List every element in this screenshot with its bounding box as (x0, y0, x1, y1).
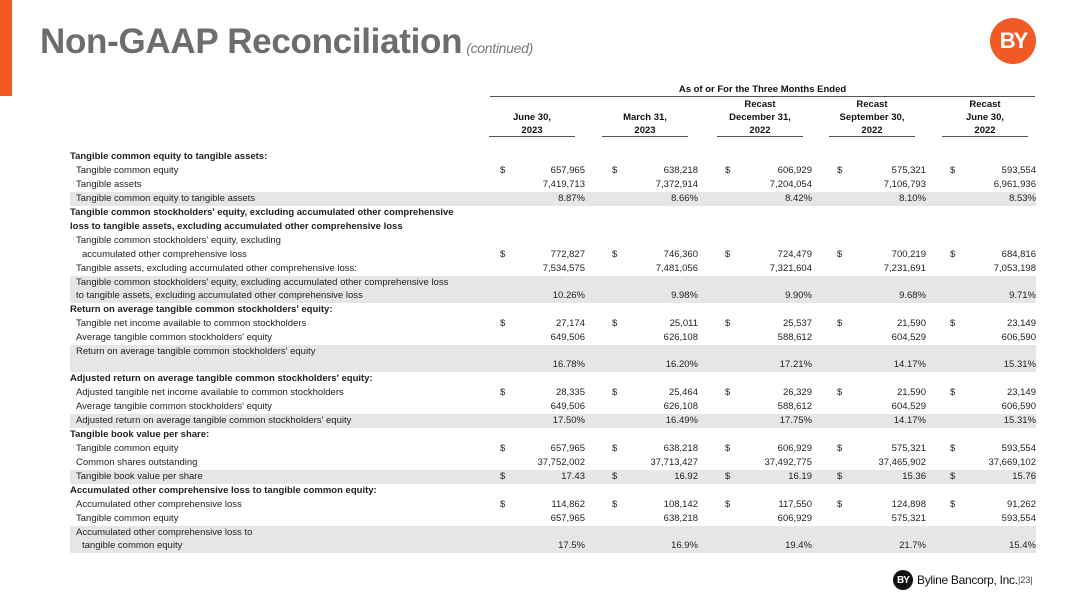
currency-symbol: $ (725, 387, 731, 398)
cell-value: 7,106,793 (883, 179, 926, 190)
row-label: Tangible assets, excluding accumulated other comprehensive loss: (76, 263, 357, 274)
cell-value: 604,529 (891, 332, 926, 343)
column-header-line2: December 31, (729, 112, 791, 123)
currency-symbol: $ (725, 249, 731, 260)
row-label: Return on average tangible common stockholders' equity: (70, 304, 333, 315)
table-row (70, 386, 1036, 400)
cell-value: 114,862 (551, 499, 585, 510)
cell-value: 37,669,102 (988, 457, 1036, 468)
cell-value: 7,419,713 (542, 179, 585, 190)
cell-value: 15.31% (1003, 415, 1036, 426)
cell-value: 772,827 (550, 249, 585, 260)
cell-value: 16.9% (671, 540, 698, 551)
currency-symbol: $ (612, 249, 618, 260)
row-label: Common shares outstanding (76, 457, 198, 468)
cell-value: 649,506 (550, 332, 585, 343)
row-label: Tangible common equity (76, 443, 179, 454)
column-header-line1: Recast (744, 99, 776, 110)
table-row (70, 498, 1036, 512)
currency-symbol: $ (950, 165, 956, 176)
column-header-line3: 2023 (521, 125, 543, 136)
row-label-line2: to tangible assets, excluding accumulated other comprehensive loss (76, 290, 363, 301)
cell-value: 8.66% (671, 193, 698, 204)
table-row (70, 276, 1036, 303)
cell-value: 37,752,002 (537, 457, 585, 468)
row-label: Adjusted return on average tangible common stockholders' equity (76, 415, 352, 426)
currency-symbol: $ (950, 387, 956, 398)
row-label: Average tangible common stockholders' equity (76, 332, 272, 343)
column-header-line2: September 30, (839, 112, 905, 123)
section-header (70, 428, 1036, 442)
table-row (70, 248, 1036, 262)
cell-value: 91,262 (1006, 499, 1036, 510)
cell-value: 606,929 (777, 513, 812, 524)
column-header (715, 98, 805, 137)
currency-symbol: $ (725, 499, 731, 510)
cell-value: 638,218 (663, 443, 698, 454)
cell-value: 8.87% (558, 193, 585, 204)
row-label: Adjusted tangible net income available to common stockholders (76, 387, 344, 398)
cell-value: 606,590 (1001, 401, 1036, 412)
cell-value: 21.7% (899, 540, 926, 551)
table-row (70, 234, 1036, 248)
currency-symbol: $ (500, 165, 506, 176)
byline-logo: BY (990, 18, 1036, 64)
page-subtitle: (continued) (466, 40, 533, 56)
column-header-line2: June 30, (512, 112, 552, 123)
cell-value: 16.92 (674, 471, 698, 482)
row-label: Tangible common equity to tangible assets: (70, 151, 268, 162)
currency-symbol: $ (950, 318, 956, 329)
row-label: Accumulated other comprehensive loss to (76, 527, 253, 538)
cell-value: 108,142 (663, 499, 698, 510)
cell-value: 117,550 (778, 499, 812, 510)
table-row (70, 470, 1036, 484)
cell-value: 638,218 (663, 165, 698, 176)
cell-value: 604,529 (891, 401, 926, 412)
cell-value: 17.75% (779, 415, 812, 426)
column-header (940, 98, 1030, 137)
cell-value: 17.43 (561, 471, 585, 482)
cell-value: 7,481,056 (655, 263, 698, 274)
cell-value: 8.53% (1009, 193, 1036, 204)
cell-value: 626,108 (663, 401, 698, 412)
section-header (70, 303, 1036, 317)
cell-value: 15.31% (1003, 359, 1036, 370)
row-label: Accumulated other comprehensive loss (76, 499, 242, 510)
currency-symbol: $ (612, 165, 618, 176)
table-row (70, 512, 1036, 526)
cell-value: 700,219 (891, 249, 926, 260)
currency-symbol: $ (950, 499, 956, 510)
cell-value: 28,335 (555, 387, 585, 398)
cell-value: 7,372,914 (655, 179, 698, 190)
currency-symbol: $ (837, 443, 843, 454)
row-label: Tangible net income available to common stockholders (76, 318, 307, 329)
column-header-line3: 2022 (749, 125, 771, 136)
column-header (487, 98, 577, 137)
cell-value: 10.26% (552, 290, 585, 301)
cell-value: 657,965 (550, 443, 585, 454)
column-header-underline (489, 136, 575, 137)
cell-value: 16.20% (665, 359, 698, 370)
cell-value: 588,612 (777, 401, 812, 412)
currency-symbol: $ (612, 318, 618, 329)
column-header (600, 98, 690, 137)
column-header (827, 98, 917, 137)
table-row (70, 192, 1036, 206)
section-header (70, 484, 1036, 498)
cell-value: 626,108 (663, 332, 698, 343)
cell-value: 638,218 (663, 513, 698, 524)
section-header (70, 372, 1036, 386)
row-label: accumulated other comprehensive loss (82, 249, 247, 260)
table-row (70, 456, 1036, 470)
cell-value: 7,534,575 (542, 263, 585, 274)
cell-value: 21,590 (896, 318, 926, 329)
currency-symbol: $ (500, 443, 506, 454)
currency-symbol: $ (500, 318, 506, 329)
cell-value: 25,464 (668, 387, 698, 398)
column-header-line3: 2022 (861, 125, 883, 136)
cell-value: 23,149 (1006, 387, 1036, 398)
row-label: Average tangible common stockholders' equity (76, 401, 272, 412)
table-row (70, 317, 1036, 331)
company-name: Byline Bancorp, Inc. (917, 573, 1018, 587)
cell-value: 9.71% (1009, 290, 1036, 301)
currency-symbol: $ (500, 499, 506, 510)
cell-value: 37,713,427 (650, 457, 698, 468)
cell-value: 606,590 (1001, 332, 1036, 343)
cell-value: 19.4% (785, 540, 812, 551)
cell-value: 8.42% (785, 193, 812, 204)
currency-symbol: $ (837, 387, 843, 398)
currency-symbol: $ (500, 249, 506, 260)
currency-symbol: $ (612, 387, 618, 398)
currency-symbol: $ (837, 165, 843, 176)
row-label-line2: tangible common equity (82, 540, 183, 551)
column-header-line2: March 31, (623, 112, 667, 123)
cell-value: 588,612 (777, 332, 812, 343)
row-label: Tangible common stockholders' equity, excluding (76, 235, 281, 246)
currency-symbol: $ (950, 443, 956, 454)
cell-value: 14.17% (893, 415, 926, 426)
row-label: Tangible common equity to tangible assets (76, 193, 256, 204)
column-header-line1 (487, 98, 577, 111)
currency-symbol: $ (950, 249, 956, 260)
currency-symbol: $ (837, 499, 843, 510)
cell-value: 17.50% (552, 415, 585, 426)
page-number: |23| (1018, 575, 1033, 585)
currency-symbol: $ (837, 471, 843, 482)
column-header-line3: 2022 (974, 125, 996, 136)
table-row (70, 331, 1036, 345)
cell-value: 16.78% (552, 359, 585, 370)
cell-value: 657,965 (550, 165, 585, 176)
cell-value: 8.10% (899, 193, 926, 204)
cell-value: 657,965 (550, 513, 585, 524)
column-header-line1: Recast (969, 99, 1001, 110)
row-label: loss to tangible assets, excluding accumulated other comprehensive loss (70, 221, 403, 232)
currency-symbol: $ (612, 499, 618, 510)
cell-value: 25,011 (669, 318, 698, 329)
cell-value: 7,231,691 (883, 263, 926, 274)
currency-symbol: $ (612, 443, 618, 454)
row-label: Tangible common equity (76, 513, 179, 524)
row-label: Tangible common stockholders' equity, excluding accumulated other comprehensive (70, 207, 454, 218)
accent-bar (0, 0, 12, 96)
currency-symbol: $ (725, 471, 731, 482)
row-label: Adjusted return on average tangible common stockholders' equity: (70, 373, 373, 384)
page-title: Non-GAAP Reconciliation (continued) (40, 22, 533, 61)
section-header (70, 150, 1036, 164)
cell-value: 649,506 (550, 401, 585, 412)
column-header-underline (602, 136, 688, 137)
cell-value: 17.21% (779, 359, 812, 370)
table-row (70, 442, 1036, 456)
currency-symbol: $ (612, 471, 618, 482)
column-header-underline (829, 136, 915, 137)
currency-symbol: $ (950, 471, 956, 482)
table-row (70, 526, 1036, 553)
row-label: Tangible book value per share: (70, 429, 210, 440)
reconciliation-table (70, 150, 1036, 553)
column-header-line3: 2023 (634, 125, 656, 136)
column-group-header: As of or For the Three Months Ended (678, 84, 847, 95)
cell-value: 37,492,775 (764, 457, 812, 468)
cell-value: 15.4% (1009, 540, 1036, 551)
column-header-underline (717, 136, 803, 137)
table-row (70, 414, 1036, 428)
cell-value: 593,554 (1001, 513, 1036, 524)
row-label: Accumulated other comprehensive loss to tangible common equity: (70, 485, 377, 496)
cell-value: 21,590 (896, 387, 926, 398)
currency-symbol: $ (725, 318, 731, 329)
cell-value: 593,554 (1001, 165, 1036, 176)
cell-value: 575,321 (891, 443, 926, 454)
cell-value: 724,479 (777, 249, 812, 260)
column-header-underline (942, 136, 1028, 137)
cell-value: 575,321 (891, 165, 926, 176)
cell-value: 16.19 (788, 471, 812, 482)
cell-value: 16.49% (665, 415, 698, 426)
cell-value: 25,537 (782, 318, 812, 329)
table-row (70, 164, 1036, 178)
table-row (70, 178, 1036, 192)
footer-logo: BY (893, 570, 913, 590)
cell-value: 593,554 (1001, 443, 1036, 454)
cell-value: 7,204,054 (769, 179, 812, 190)
header-divider (490, 96, 1035, 97)
table-row (70, 345, 1036, 372)
column-header-line1: Recast (856, 99, 888, 110)
section-header (70, 220, 1036, 234)
currency-symbol: $ (725, 443, 731, 454)
cell-value: 606,929 (777, 443, 812, 454)
column-header-line1 (600, 98, 690, 111)
cell-value: 9.90% (785, 290, 812, 301)
cell-value: 746,360 (663, 249, 698, 260)
cell-value: 14.17% (893, 359, 926, 370)
cell-value: 17.5% (558, 540, 585, 551)
cell-value: 575,321 (891, 513, 926, 524)
cell-value: 15.36 (902, 471, 926, 482)
cell-value: 26,329 (782, 387, 812, 398)
row-label: Tangible assets (76, 179, 142, 190)
row-label: Tangible book value per share (76, 471, 203, 482)
section-header (70, 206, 1036, 220)
cell-value: 9.68% (899, 290, 926, 301)
table-row (70, 262, 1036, 276)
cell-value: 37,465,902 (878, 457, 926, 468)
currency-symbol: $ (837, 318, 843, 329)
column-header-line2: June 30, (965, 112, 1005, 123)
cell-value: 7,321,604 (769, 263, 812, 274)
cell-value: 9.98% (671, 290, 698, 301)
row-label: Tangible common stockholders' equity, excluding accumulated other comprehensive loss (76, 277, 449, 288)
currency-symbol: $ (725, 165, 731, 176)
currency-symbol: $ (837, 249, 843, 260)
cell-value: 27,174 (555, 318, 585, 329)
table-row (70, 400, 1036, 414)
currency-symbol: $ (500, 471, 506, 482)
cell-value: 23,149 (1006, 318, 1036, 329)
cell-value: 606,929 (777, 165, 812, 176)
cell-value: 124,898 (891, 499, 926, 510)
cell-value: 684,816 (1001, 249, 1036, 260)
row-label: Tangible common equity (76, 165, 179, 176)
row-label: Return on average tangible common stockholders' equity (76, 346, 316, 357)
currency-symbol: $ (500, 387, 506, 398)
cell-value: 6,961,936 (993, 179, 1036, 190)
cell-value: 15.76 (1012, 471, 1036, 482)
cell-value: 7,053,198 (993, 263, 1036, 274)
